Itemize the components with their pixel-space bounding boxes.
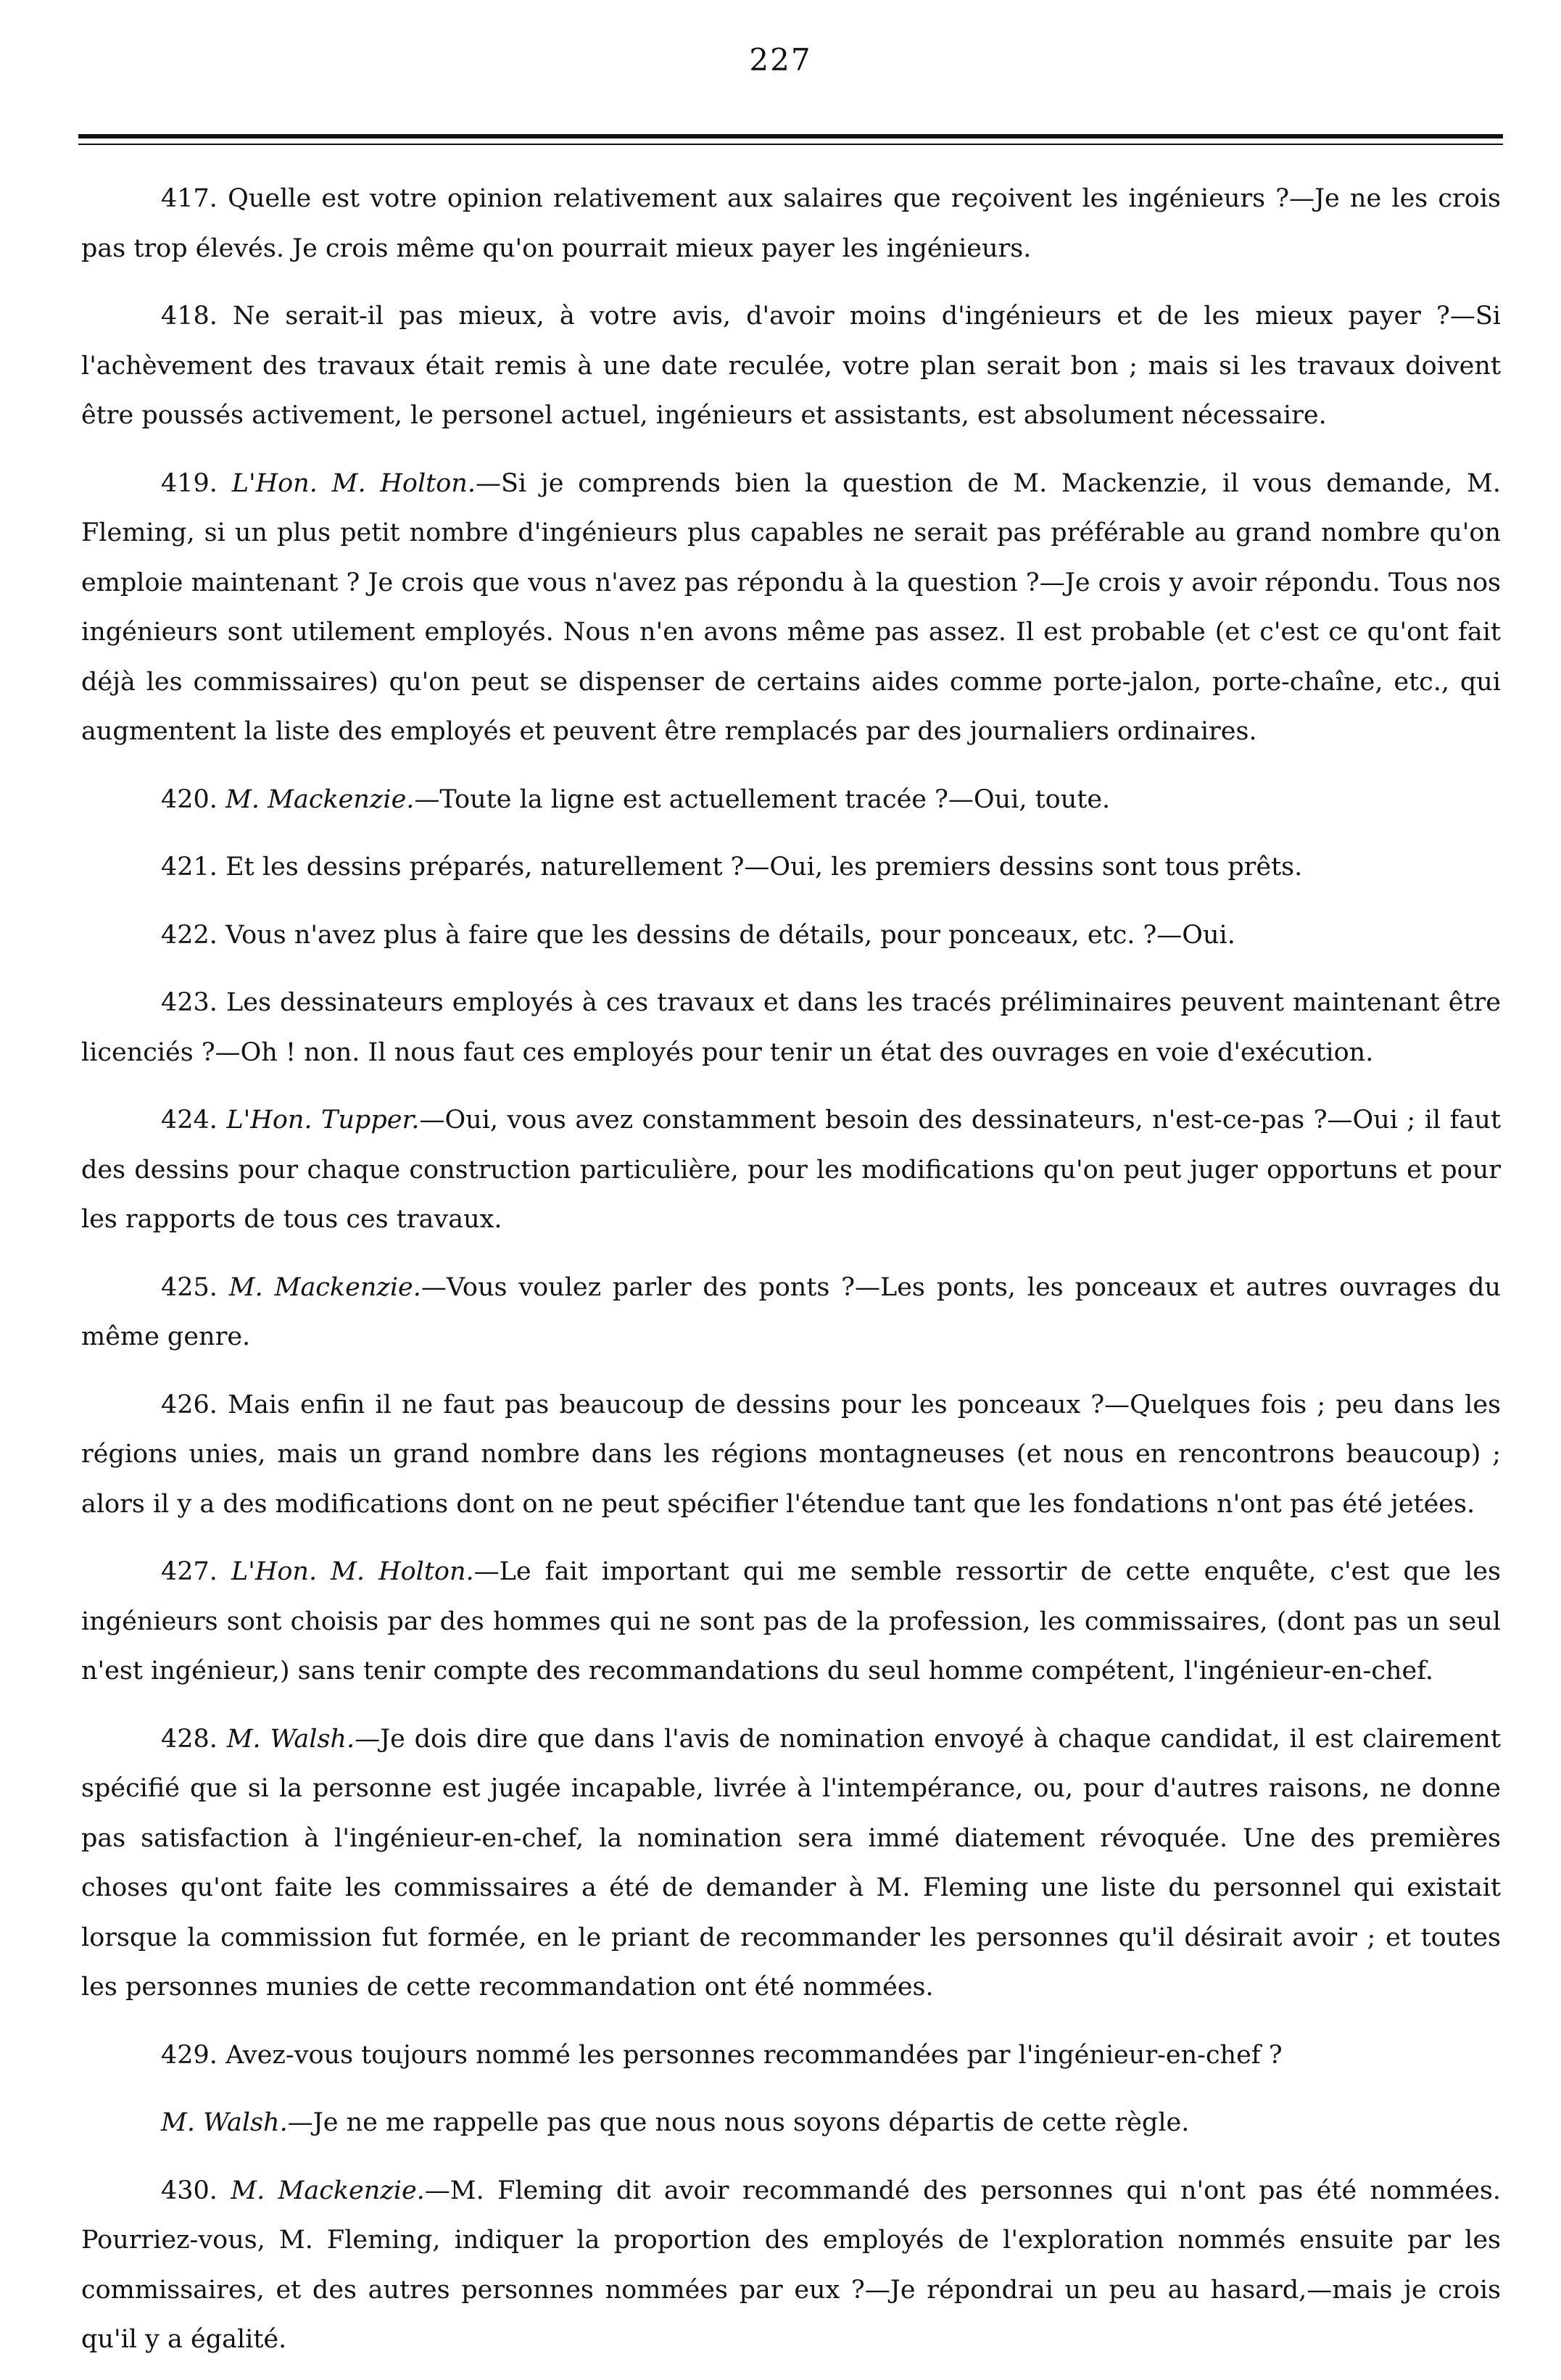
paragraph-426: [81, 1380, 1501, 1530]
paragraph-418: [81, 291, 1501, 441]
question-number: 427.: [161, 1557, 218, 1586]
speaker-name: M. Mackenzie.: [231, 2176, 425, 2205]
speaker-name: M. Mackenzie.: [228, 1272, 421, 1302]
paragraph-424: [81, 1095, 1501, 1245]
speaker-name: M. Walsh.: [161, 2108, 288, 2137]
question-number: 417.: [161, 184, 218, 213]
question-number: 428.: [161, 1724, 218, 1754]
speaker-name: L'Hon. Tupper.: [226, 1106, 420, 1135]
paragraph-text: Et les dessins préparés, naturellement ?—Oui, les premiers dessins sont tous prêts.: [225, 853, 1303, 882]
paragraph-425: [81, 1263, 1501, 1362]
paragraph-text: Avez-vous toujours nommé les personnes recommandées par l'ingénieur-en-chef ?: [225, 2040, 1283, 2070]
question-number: 420.: [161, 784, 218, 814]
paragraph-text: Quelle est votre opinion relativement aux salaires que reçoivent les ingénieurs ?—Je ne les crois pas trop élevés. Je crois même qu'on pourrait mieux payer les ingénieurs.: [81, 184, 1501, 263]
paragraph-422: [81, 911, 1501, 961]
paragraph-419: [81, 459, 1501, 757]
body-text: [81, 174, 1501, 2365]
question-number: 421.: [161, 853, 218, 882]
paragraph-421: [81, 842, 1501, 892]
paragraph-text: —Je ne me rappelle pas que nous nous soyons départis de cette règle.: [287, 2108, 1190, 2137]
paragraph-417: [81, 174, 1501, 273]
question-number: 418.: [161, 302, 218, 331]
question-number: 423.: [161, 988, 218, 1017]
paragraph-text: —Si je comprends bien la question de M. Mackenzie, il vous demande, M. Fleming, si un plus petit nombre d'ingénieurs plus capables ne serait pas préférable au grand nombre qu'on emploie maintenant ? Je crois que vous n'avez pas répondu à la question ?—Je crois y avoir répondu. Tous nos ingénieurs sont utilement employés. Nous n'en avons même pas assez. Il est probable (et c'est ce qu'ont fait déjà les commissaires) qu'on peut se dispenser de certains aides comme porte-jalon, porte-chaîne, etc., qui augmentent la liste des employés et peuvent être remplacés par des journaliers ordinaires.: [81, 468, 1501, 746]
question-number: 419.: [161, 468, 218, 498]
speaker-name: L'Hon. M. Holton.: [231, 1557, 474, 1586]
question-number: 426.: [161, 1390, 218, 1419]
question-number: 429.: [161, 2040, 218, 2070]
question-number: 422.: [161, 920, 218, 950]
paragraph-text: —Toute la ligne est actuellement tracée ?—Oui, toute.: [414, 784, 1111, 814]
paragraph-text: —Oui, vous avez constamment besoin des dessinateurs, n'est-ce-pas ?—Oui ; il faut des dessins pour chaque construction particulière, pour les modifications qu'on peut juger opportuns et pour les rapports de tous ces travaux.: [81, 1106, 1502, 1234]
paragraph-429: [81, 2031, 1501, 2081]
question-number: 424.: [161, 1106, 218, 1135]
paragraph-423: [81, 978, 1501, 1077]
speaker-name: M. Walsh.: [226, 1724, 355, 1754]
question-number: 425.: [161, 1272, 218, 1302]
speaker-name: L'Hon. M. Holton.: [231, 468, 476, 498]
header-rule-thin: [78, 144, 1503, 145]
paragraph-text: Ne serait-il pas mieux, à votre avis, d'avoir moins d'ingénieurs et de les mieux payer ?—Si l'achèvement des travaux était remis à une date reculée, votre plan serait bon ; mais si les travaux doivent être poussés activement, le personel actuel, ingénieurs et assistants, est absolument nécessaire.: [81, 302, 1501, 430]
paragraph-text: —Je dois dire que dans l'avis de nomination envoyé à chaque candidat, il est clairement spécifié que si la personne est jugée incapable, livrée à l'intempérance, ou, pour d'autres raisons, ne donne pas satisfaction à l'ingénieur-en-chef, la nomination sera immé diatement révoquée. Une des premières choses qu'ont faite les commissaires a été de demander à M. Fleming une liste du personnel qui existait lorsque la commission fut formée, en le priant de recommander les personnes qu'il désirait avoir ; et toutes les personnes munies de cette recommandation ont été nommées.: [81, 1724, 1501, 2002]
paragraph-429-answer: [81, 2098, 1501, 2148]
paragraph-text: —M. Fleming dit avoir recommandé des personnes qui n'ont pas été nommées. Pourriez-vous, M. Fleming, indiquer la proportion des employés de l'exploration nommés ensuite par les commissaires, et des autres personnes nommées par eux ?—Je répondrai un peu au hasard,—mais je crois qu'il y a égalité.: [81, 2176, 1501, 2354]
paragraph-text: Les dessinateurs employés à ces travaux et dans les tracés préliminaires peuvent maintenant être licenciés ?—Oh ! non. Il nous faut ces employés pour tenir un état des ouvrages en voie d'exécution.: [81, 988, 1501, 1067]
paragraph-428: [81, 1714, 1501, 2012]
paragraph-text: Vous n'avez plus à faire que les dessins de détails, pour ponceaux, etc. ?—Oui.: [225, 920, 1235, 950]
page-number: 227: [749, 42, 812, 78]
header-rule-thick: [78, 134, 1503, 138]
paragraph-text: —Le fait important qui me semble ressortir de cette enquête, c'est que les ingénieurs sont choisis par des hommes qui ne sont pas de la profession, les commissaires, (dont pas un seul n'est ingénieur,) sans tenir compte des recommandations du seul homme compétent, l'ingénieur-en-chef.: [81, 1557, 1501, 1686]
speaker-name: M. Mackenzie.: [225, 784, 415, 814]
paragraph-420: [81, 775, 1501, 825]
question-number: 430.: [161, 2176, 218, 2205]
paragraph-text: —Vous voulez parler des ponts ?—Les ponts, les ponceaux et autres ouvrages du même genre.: [81, 1272, 1501, 1351]
paragraph-text: Mais enfin il ne faut pas beaucoup de dessins pour les ponceaux ?—Quelques fois ; peu dans les régions unies, mais un grand nombre dans les régions montagneuses (et nous en rencontrons beaucoup) ; alors il y a des modifications dont on ne peut spécifier l'étendue tant que les fondations n'ont pas été jetées.: [81, 1390, 1501, 1519]
paragraph-430: [81, 2166, 1501, 2365]
paragraph-427: [81, 1547, 1501, 1696]
